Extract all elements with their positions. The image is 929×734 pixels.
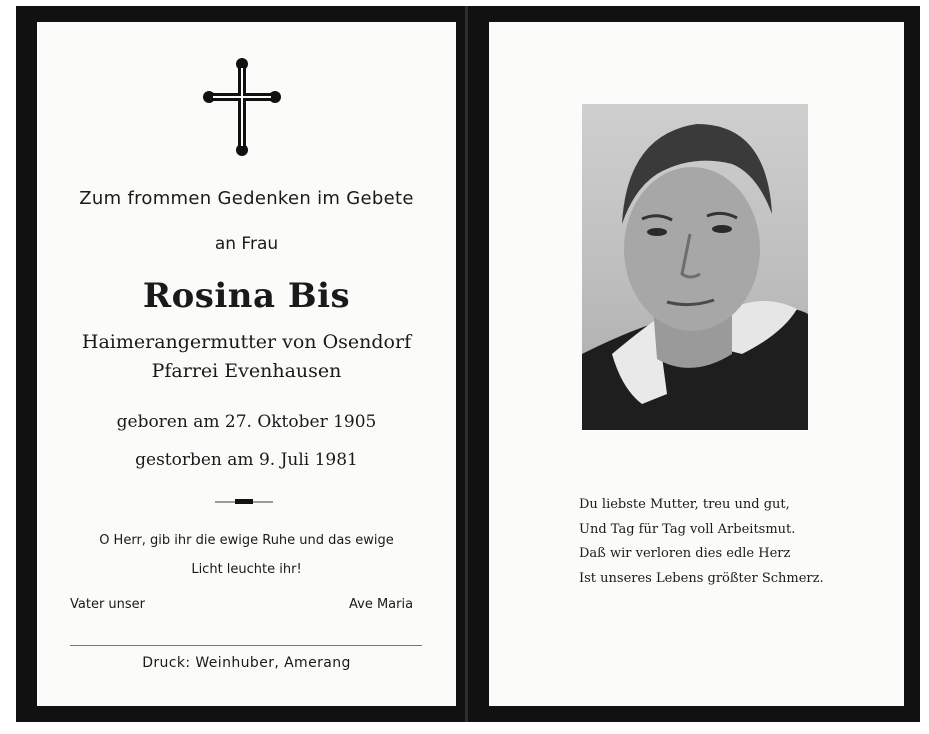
footer-rule: [70, 645, 422, 646]
poem-line: Ist unseres Lebens größter Schmerz.: [579, 570, 824, 586]
poem-line: Daß wir verloren dies edle Herz: [579, 546, 791, 561]
prayer-ave-maria: Ave Maria: [349, 597, 414, 612]
poem-line: Du liebste Mutter, treu und gut,: [579, 497, 790, 512]
deceased-name: Rosina Bis: [142, 276, 351, 316]
birth-date: geboren am 27. Oktober 1905: [116, 412, 377, 432]
printer-credit: Druck: Weinhuber, Amerang: [142, 655, 351, 671]
portrait-photo: [582, 104, 808, 430]
deceased-title-line1: Haimerangermutter von Osendorf: [81, 331, 412, 353]
death-date: gestorben am 9. Juli 1981: [135, 450, 358, 470]
cross-icon: [203, 58, 281, 156]
prayer-line1: O Herr, gib ihr die ewige Ruhe und das ewige: [99, 533, 394, 548]
memorial-poem: [579, 493, 824, 591]
salutation: an Frau: [214, 234, 279, 254]
poem-line: Und Tag für Tag voll Arbeitsmut.: [579, 521, 796, 537]
prayer-vater-unser: Vater unser: [70, 597, 146, 612]
card-fold: [465, 6, 468, 722]
divider-mark: [235, 499, 253, 504]
memorial-heading: Zum frommen Gedenken im Gebete: [79, 188, 414, 209]
portrait-illustration: [582, 104, 808, 430]
prayer-line2: Licht leuchte ihr!: [191, 562, 302, 577]
deceased-title-line2: Pfarrei Evenhausen: [151, 360, 342, 382]
